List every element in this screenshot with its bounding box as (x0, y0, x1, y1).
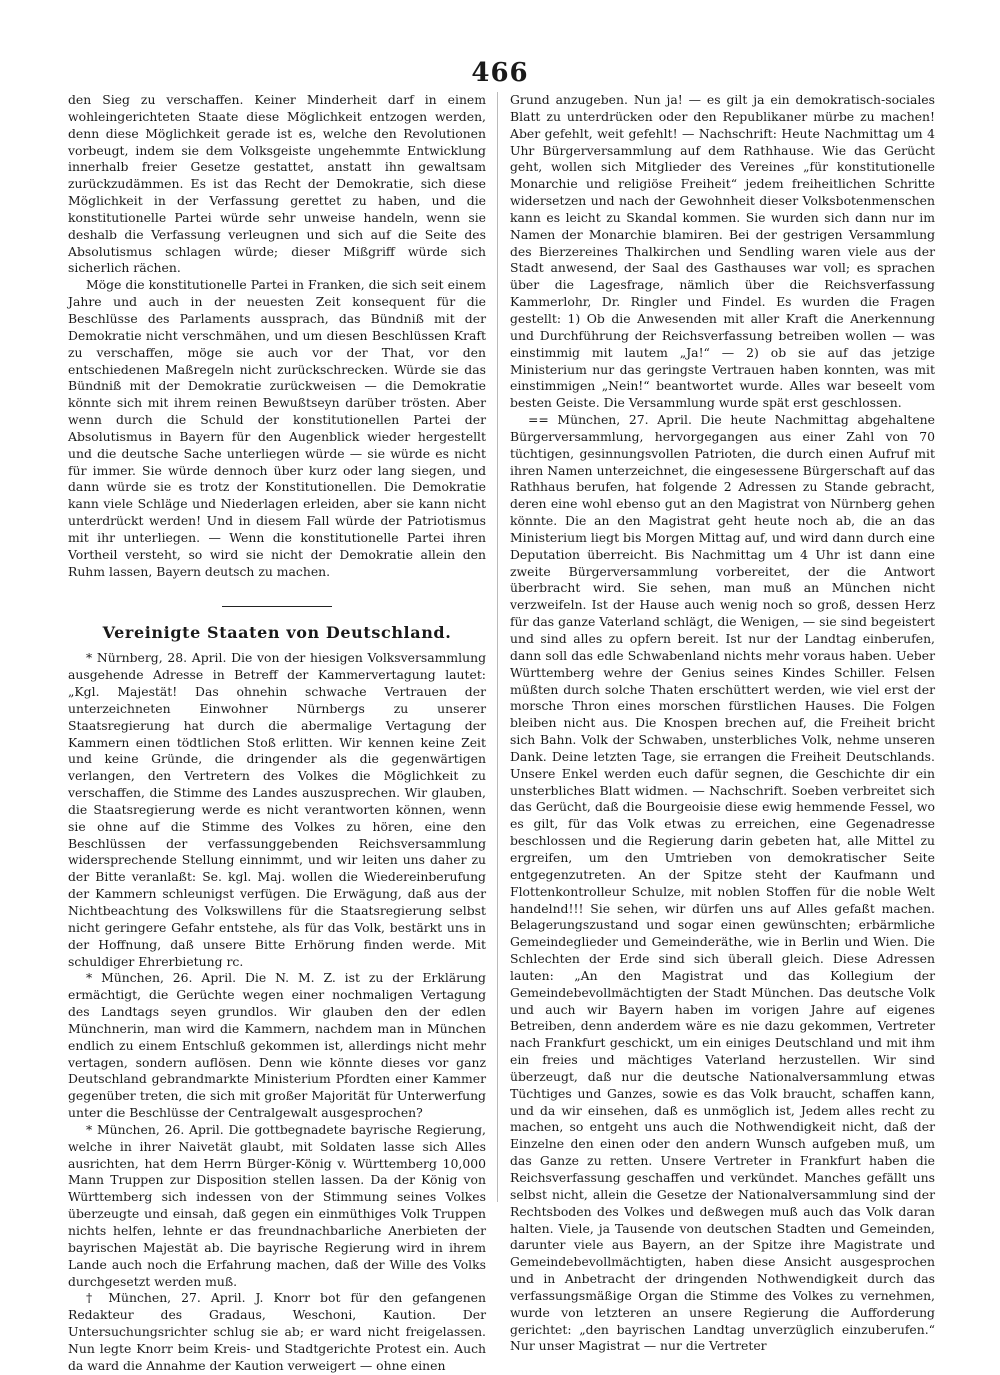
left-column (68, 92, 486, 1375)
news-item-muenchen-3: † München, 27. April. J. Knorr bot für den gefangenen Redakteur des Gradaus, Weschoni, Kaution. Der Untersuchungsrichter schlug sie ab; er ward nicht freigelassen. Nun legte Knorr beim Kreis- und Stadtgerichte Protest ein. Auch da ward die Annahme der Kaution verweigert — ohne einen (68, 1290, 486, 1373)
news-item-muenchen-1: * München, 26. April. Die N. M. Z. ist zu der Erklärung ermächtigt, die Gerüchte wegen einer nochmaligen Vertagung des Landtags seyen grundlos. Wir glauben den der edlen Münchnerin, man wird die Kammern, nachdem man in München endlich zu einem Entschluß gekommen ist, allerdings nicht mehr vertagen, sondern auflösen. Denn wie könnte dieses vor ganz Deutschland gebrandmarkte Ministerium Pfordten einer Kammer gegenüber treten, die sich mit großer Majorität für Unterwerfung unter die Beschlüsse der Centralgewalt ausgesprochen? (68, 970, 486, 1121)
column-rule (497, 92, 498, 1202)
right-column (510, 92, 935, 1355)
article-paragraph: Grund anzugeben. Nun ja! — es gilt ja ein demokratisch-sociales Blatt zu unterdrücken oder den Republikaner mürbe zu machen! Aber gefehlt, weit gefehlt! — Nachschrift: Heute Nachmittag um 4 Uhr Bürgerversammlung auf dem Rathhause. Wie das Gerücht geht, wollen sich Mitglieder des Vereines „für konstitutionelle Monarchie und religiöse Freiheit“ jedem freiheitlichen Schritte widersetzen und nach der Gewohnheit dieser Volksbotenmenschen kann es leicht zu Skandal kommen. Sie wurden sich dann nur im Namen der Monarchie blamiren. Bei der gestrigen Versammlung des Bierzereines Thalkirchen und Sendling waren viele aus der Stadt anwesend, der Saal des Gasthauses war voll; es sprachen über die Lagesfrage, nämlich über die Reichsverfassung Kammerlohr, Dr. Ringler und Findel. Es wurden die Fragen gestellt: 1) Ob die Anwesenden mit aller Kraft die Anerkennung und Durchführung der Reichsverfassung betreiben wollen — was einstimmig mit lautem „Ja!“ — 2) ob sie auf das jetzige Ministerium nur das geringste Vertrauen haben konnten, was mit einstimmigen „Nein!“ beantwortet wurde. Alles war beseelt vom besten Geiste. Die Versammlung wurde spät erst geschlossen. (510, 92, 935, 411)
article-paragraph: den Sieg zu verschaffen. Keiner Minderheit darf in einem wohleingerichteten Staate diese Möglichkeit entzogen werden, denn diese Möglichkeit gerade ist es, welche den Revolutionen vorbeugt, indem sie dem Volksgeiste ungehemmte Entwicklung innerhalb freier Gesetze gestattet, anstatt ihn gewaltsam zurückzudämmen. Es ist das Recht der Demokratie, sich diese Möglichkeit in der Verfassung gerettet zu haben, und die konstitutionelle Partei würde sehr unweise handeln, wenn sie deshalb die Verfassung verleugnen und sich auf die Seite des Absolutismus schlagen würde; dieser Mißgriff würde sich sicherlich rächen. (68, 92, 486, 276)
section-divider (222, 606, 332, 607)
section-title: Vereinigte Staaten von Deutschland. (102, 623, 452, 643)
news-item-muenchen-2: * München, 26. April. Die gottbegnadete bayrische Regierung, welche in ihrer Naivetät glaubt, mit Soldaten lasse sich Alles ausrichten, hat dem Herrn Bürger-König v. Württemberg 10,000 Mann Truppen zur Disposition stellen lassen. Da der König von Württemberg sich indessen von der Stimmung seines Volkes überzeugte und einsah, daß gegen ein einmüthiges Volk Truppen nichts helfen, lehnte er das freundnachbarliche Anerbieten der bayrischen Majestät ab. Die bayrische Regierung wird in ihrem Lande auch noch die Erfahrung machen, daß der Wille des Volks durchgesetzt werden muß. (68, 1121, 486, 1289)
page-number: 466 (471, 58, 529, 88)
news-item-nuernberg: * Nürnberg, 28. April. Die von der hiesigen Volksversammlung ausgehende Adresse in Betreff der Kammervertagung lautet: „Kgl. Majestät! Das ohnehin schwache Vertrauen der unterzeichneten Einwohner Nürnbergs zu unserer Staatsregierung hat durch die abermalige Vertagung der Kammern einen tödtlichen Stoß erlitten. Wir kennen keine Zeit und keine Gründe, die dringender als die gegenwärtigen verlangen, den Vertretern des Volkes die Möglichkeit zu verschaffen, die Stimme des Landes auszusprechen. Wir glauben, die Staatsregierung werde es nicht verantworten können, wenn sie ohne auf die Stimme des Volkes zu hören, eine den Beschlüssen der verfassunggebenden Reichsversammlung widersprechende Stellung einnimmt, und wir leiten uns daher zu der Bitte veranlaßt: Se. kgl. Maj. wollen die Wiedereinberufung der Kammern schleunigst verfügen. Die Erwägung, daß aus der Nichtbeachtung des Volkswillens für die Staatsregierung selbst nicht geringere Gefahr entstehe, als für das Volk, bestärkt uns in der Hoffnung, daß unsere Bitte Erhörung finden werde. Mit schuldiger Ehrerbietung rc. (68, 650, 486, 969)
article-paragraph: Möge die konstitutionelle Partei in Franken, die sich seit einem Jahre und auch in der neuesten Zeit konsequent für die Beschlüsse des Parlaments aussprach, das Bündniß mit der Demokratie nicht verschmähen, und um diesen Beschlüssen Kraft zu verschaffen, möge sie auch vor der That, vor den entschiedenen Maßregeln nicht zurückschrecken. Würde sie das Bündniß mit der Demokratie zurückweisen — die Demokratie könnte sich mit ihrem reinen Bewußtseyn darüber trösten. Aber wenn durch die Schuld der konstitutionellen Partei der Absolutismus in Bayern für den Augenblick wieder hergestellt und die deutsche Sache unterliegen würde — sie würde es nicht für immer. Sie würde dennoch über kurz oder lang siegen, und dann würde sie es trotz der Konstitutionellen. Die Demokratie kann viele Schläge und Niederlagen erleiden, aber sie kann nicht unterdrückt werden! Und in diesem Fall würde der Patriotismus mit ihr unterliegen. — Wenn die konstitutionelle Partei ihren Vortheil versteht, so wird sie nicht der Demokratie allein den Ruhm lassen, Bayern deutsch zu machen. (68, 277, 486, 579)
news-item-muenchen-4: == München, 27. April. Die heute Nachmittag abgehaltene Bürgerversammlung, hervorgegangen aus einer Zahl von 70 tüchtigen, gesinnungsvollen Patrioten, die durch einen Aufruf mit ihren Namen unterzeichnet, die eingesessene Bürgerschaft auf das Rathhaus berufen, hat folgende 2 Adressen zu Stande gebracht, deren eine wohl ebenso gut an den Magistrat von Nürnberg gehen könnte. Die an den Magistrat geht heute noch ab, die an das Ministerium liegt bis Morgen Mittag auf, und wird dann durch eine Deputation überreicht. Bis Nachmittag um 4 Uhr ist dann eine zweite Bürgerversammlung vorbereitet, der die Antwort überbracht wird. Sie sehen, man muß an München nicht verzweifeln. Ist der Hause auch wenig noch so groß, dessen Herz für das ganze Vaterland schlägt, die Wenigen, — sie sind begeistert und sind alles zu opfern bereit. Ist nur der Landtag einberufen, dann soll das edle Schwabenland nichts mehr voraus haben. Ueber Württemberg wehre der Genius seines Kindes Schiller. Felsen müßten durch solche Thaten erschüttert werden, wie viel erst der morsche Thron eines morschen fürstlichen Hauses. Die Folgen bleiben nicht aus. Die Knospen brechen auf, die Freiheit bricht sich Bahn. Volk der Schwaben, unsterbliches Volk, nehme unseren Dank. Deine letzten Tage, sie errangen die Freiheit Deutschlands. Unsere Enkel werden euch dafür segnen, die Geschichte dir ein unsterbliches Blatt widmen. — Nachschrift. Soeben verbreitet sich das Gerücht, daß die Bourgeoisie diese ewig hemmende Fessel, wo es gilt, für das Volk etwas zu erreichen, eine Gegenadresse beschlossen und die Regierung darin gebeten hat, alle Mittel zu ergreifen, um den Umtrieben von demokratischer Seite entgegenzutreten. An der Spitze steht der Kaufmann und Flottenkontrolleur Schulze, mit noblen Stoffen für die noble Welt handelnd!!! Sie sehen, wir dürfen uns auf Alles gefaßt machen. Belagerungszustand und sogar einen gewünschten; erbärmliche Gemeindeglieder und Gemeinderäthe, wie in Berlin und Wien. Die Schlechten der Erde sind sich überall gleich. Diese Adressen lauten: „An den Magistrat und das Kollegium der Gemeindebevollmächtigten der Stadt München. Das deutsche Volk und auch wir Bayern haben im vorigen Jahre auf eigenes Betreiben, denn anderdem wäre es nie dazu gekommen, Vertreter nach Frankfurt geschickt, um ein einiges Deutschland und mit ihm ein freies und mächtiges Vaterland herzustellen. Wir sind überzeugt, daß nur die deutsche Nationalversammlung etwas Tüchtiges und Ganzes, sowie es das Volk braucht, schaffen kann, und da wir einsehen, daß es unmöglich ist, Jedem alles recht zu machen, so entgeht uns auch die Nothwendigkeit nicht, daß der Einzelne den einen oder den andern Wunsch aufgeben muß, um das Ganze zu retten. Unsere Vertreter in Frankfurt haben die Reichsverfassung geschaffen und verkündet. Manches gefällt uns selbst nicht, allein die Gesetze der Nationalversammlung sind der Rechtsboden des Volkes und deßwegen muß auch das Volk daran halten. Viele, ja Tausende von deutschen Stadten und Gemeinden, darunter viele aus Bayern, an der Spitze ihre Magistrate und Gemeindebevollmächtigten, haben diese Ansicht ausgesprochen und in Anbetracht der dringenden Nothwendigkeit durch das verfassungsmäßige Organ die Stimme des Volkes zu vernehmen, wurde von letzteren an unsere Regierung die Aufforderung gerichtet: „den bayrischen Landtag unverzüglich einzuberufen.“ Nur unser Magistrat — nur die Vertreter (510, 412, 935, 1354)
